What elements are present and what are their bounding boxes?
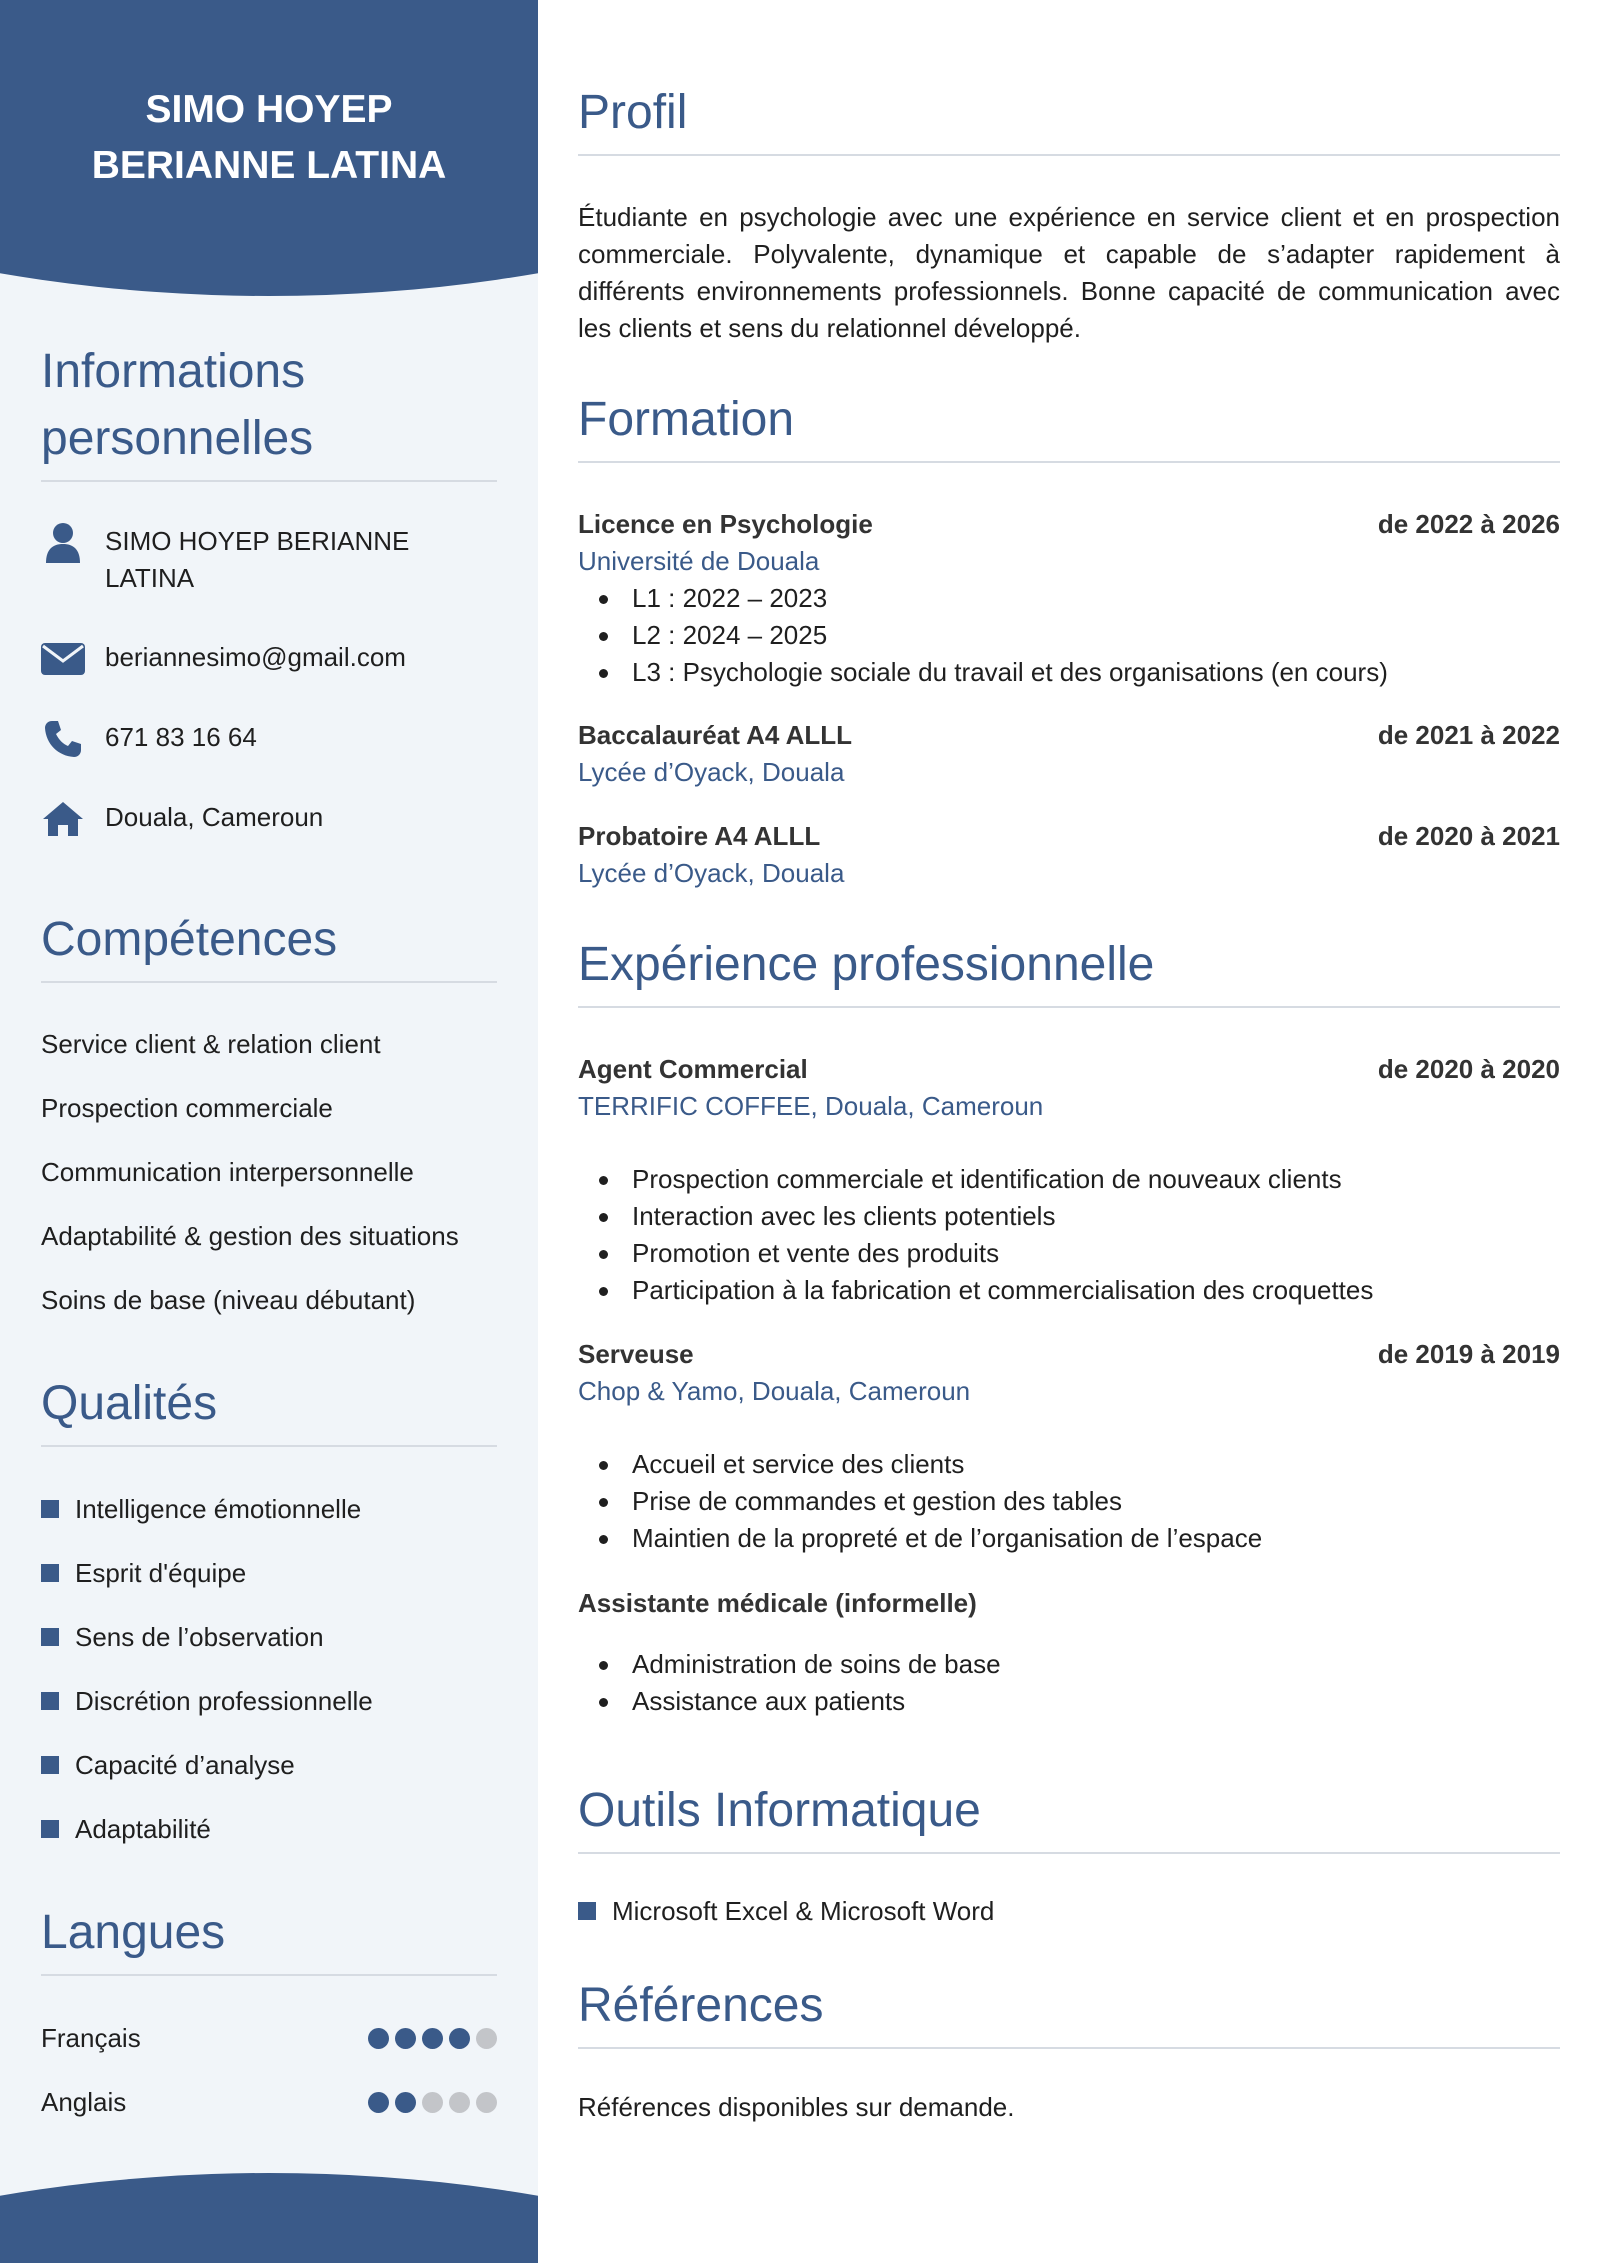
- personal-info-heading: [41, 338, 497, 482]
- level-dot-filled: [395, 2028, 416, 2049]
- skill-item: Prospection commerciale: [41, 1093, 333, 1123]
- education-details: [578, 580, 1560, 691]
- square-bullet-icon: [41, 1628, 59, 1646]
- language-name: Anglais: [41, 2087, 127, 2117]
- contact-phone-row: [41, 719, 501, 759]
- job-tasks: [578, 1161, 1560, 1309]
- language-row: [41, 2020, 497, 2056]
- skill-item: Soins de base (niveau débutant): [41, 1285, 416, 1315]
- references-text: Références disponibles sur demande.: [578, 2092, 1015, 2122]
- contact-email-row: [41, 639, 501, 679]
- job-dates: de 2019 à 2019: [1377, 1339, 1560, 1369]
- home-icon: [41, 799, 85, 839]
- job-company: TERRIFIC COFFEE, Douala, Cameroun: [578, 1091, 1044, 1121]
- footer-banner-shape: [0, 2173, 538, 2263]
- square-bullet-icon: [41, 1564, 59, 1582]
- list-item: Promotion et vente des produits: [578, 1235, 1560, 1272]
- level-dot-filled: [368, 2028, 389, 2049]
- education-title: Licence en Psychologie: [578, 509, 873, 539]
- profile-text: Étudiante en psychologie avec une expérience en service client et en prospection commerciale. Polyvalente, dynamique et capable de s’adapter rapidement à différents environnements professionnels. Bonne capacité de communication avec les clients et sens du relationnel développé.: [578, 202, 1560, 343]
- main-content: [578, 0, 1560, 2263]
- language-name: Français: [41, 2023, 141, 2053]
- quality-label: Intelligence émotionnelle: [75, 1494, 362, 1524]
- quality-label: Discrétion professionnelle: [75, 1686, 373, 1716]
- education-title: Probatoire A4 ALLL: [578, 821, 821, 851]
- skills-heading: Compétences: [41, 906, 497, 983]
- quality-item: [41, 1683, 373, 1719]
- skill-item: Service client & relation client: [41, 1029, 381, 1059]
- education-heading: Formation: [578, 387, 1560, 463]
- quality-label: Adaptabilité: [75, 1814, 211, 1844]
- personal-info-heading-line1: Informations: [41, 345, 306, 398]
- level-dot-empty: [449, 2092, 470, 2113]
- job-tasks: [578, 1646, 1560, 1720]
- contact-name-line1: SIMO HOYEP BERIANNE: [105, 526, 410, 556]
- list-item: Administration de soins de base: [578, 1646, 1560, 1683]
- education-dates: de 2022 à 2026: [1377, 509, 1560, 539]
- candidate-name: [0, 82, 538, 194]
- education-entry: [578, 717, 1560, 791]
- phone-icon: [41, 719, 85, 759]
- quality-item: [41, 1555, 246, 1591]
- qualities-heading: Qualités: [41, 1370, 497, 1447]
- sidebar: [0, 0, 538, 2263]
- quality-item: [41, 1619, 324, 1655]
- experience-entry: [578, 1336, 1560, 1557]
- level-dot-filled: [449, 2028, 470, 2049]
- profile-heading: Profil: [578, 80, 1560, 156]
- personal-info-heading-line2: personnelles: [41, 412, 314, 465]
- education-entry: [578, 818, 1560, 892]
- quality-label: Esprit d'équipe: [75, 1558, 247, 1588]
- list-item: L3 : Psychologie sociale du travail et des organisations (en cours): [578, 654, 1560, 691]
- tool-label: Microsoft Excel & Microsoft Word: [612, 1896, 995, 1926]
- contact-location-row: [41, 799, 501, 839]
- education-school: Lycée d’Oyack, Douala: [578, 757, 845, 787]
- quality-label: Capacité d’analyse: [75, 1750, 295, 1780]
- square-bullet-icon: [41, 1820, 59, 1838]
- level-dot-empty: [476, 2092, 497, 2113]
- language-level-dots: [368, 2028, 497, 2049]
- contact-email[interactable]: beriannesimo@gmail.com: [105, 642, 406, 672]
- level-dot-empty: [476, 2028, 497, 2049]
- quality-item: [41, 1747, 295, 1783]
- language-level-dots: [368, 2092, 497, 2113]
- contact-name-line2: LATINA: [105, 563, 195, 593]
- education-dates: de 2021 à 2022: [1377, 720, 1560, 750]
- list-item: Prise de commandes et gestion des tables: [578, 1483, 1560, 1520]
- list-item: Prospection commerciale et identification de nouveaux clients: [578, 1161, 1560, 1198]
- education-dates: de 2020 à 2021: [1377, 821, 1560, 851]
- square-bullet-icon: [578, 1902, 596, 1920]
- envelope-icon: [41, 639, 85, 679]
- education-title: Baccalauréat A4 ALLL: [578, 720, 853, 750]
- job-company: Chop & Yamo, Douala, Cameroun: [578, 1376, 971, 1406]
- level-dot-filled: [368, 2092, 389, 2113]
- candidate-name-line2: BERIANNE LATINA: [91, 144, 447, 187]
- square-bullet-icon: [41, 1756, 59, 1774]
- contact-location: Douala, Cameroun: [105, 802, 324, 832]
- user-icon: [41, 523, 85, 563]
- candidate-name-line1: SIMO HOYEP: [145, 88, 393, 131]
- list-item: Interaction avec les clients potentiels: [578, 1198, 1560, 1235]
- skill-item: Communication interpersonnelle: [41, 1157, 414, 1187]
- quality-item: [41, 1491, 361, 1527]
- languages-heading: Langues: [41, 1899, 497, 1976]
- level-dot-empty: [422, 2092, 443, 2113]
- square-bullet-icon: [41, 1500, 59, 1518]
- square-bullet-icon: [41, 1692, 59, 1710]
- contact-phone[interactable]: 671 83 16 64: [105, 722, 257, 752]
- skill-item: Adaptabilité & gestion des situations: [41, 1221, 459, 1251]
- contact-name: [105, 523, 409, 597]
- list-item: Maintien de la propreté et de l’organisation de l’espace: [578, 1520, 1560, 1557]
- experience-entry: [578, 1585, 1560, 1720]
- education-school: Université de Douala: [578, 546, 820, 576]
- tool-item: [578, 1893, 994, 1929]
- job-title: Agent Commercial: [578, 1054, 808, 1084]
- tools-heading: Outils Informatique: [578, 1778, 1560, 1854]
- education-entry: [578, 506, 1560, 691]
- level-dot-filled: [422, 2028, 443, 2049]
- level-dot-filled: [395, 2092, 416, 2113]
- job-title: Serveuse: [578, 1339, 694, 1369]
- job-title: Assistante médicale (informelle): [578, 1588, 977, 1618]
- experience-heading: Expérience professionnelle: [578, 932, 1560, 1008]
- language-row: [41, 2084, 497, 2120]
- list-item: Assistance aux patients: [578, 1683, 1560, 1720]
- experience-entry: [578, 1051, 1560, 1309]
- job-dates: de 2020 à 2020: [1377, 1054, 1560, 1084]
- education-school: Lycée d’Oyack, Douala: [578, 858, 845, 888]
- job-tasks: [578, 1446, 1560, 1557]
- quality-label: Sens de l’observation: [75, 1622, 324, 1652]
- list-item: L2 : 2024 – 2025: [578, 617, 1560, 654]
- list-item: Participation à la fabrication et commercialisation des croquettes: [578, 1272, 1560, 1309]
- list-item: L1 : 2022 – 2023: [578, 580, 1560, 617]
- quality-item: [41, 1811, 211, 1847]
- list-item: Accueil et service des clients: [578, 1446, 1560, 1483]
- contact-name-row: [41, 523, 501, 597]
- references-heading: Références: [578, 1973, 1560, 2049]
